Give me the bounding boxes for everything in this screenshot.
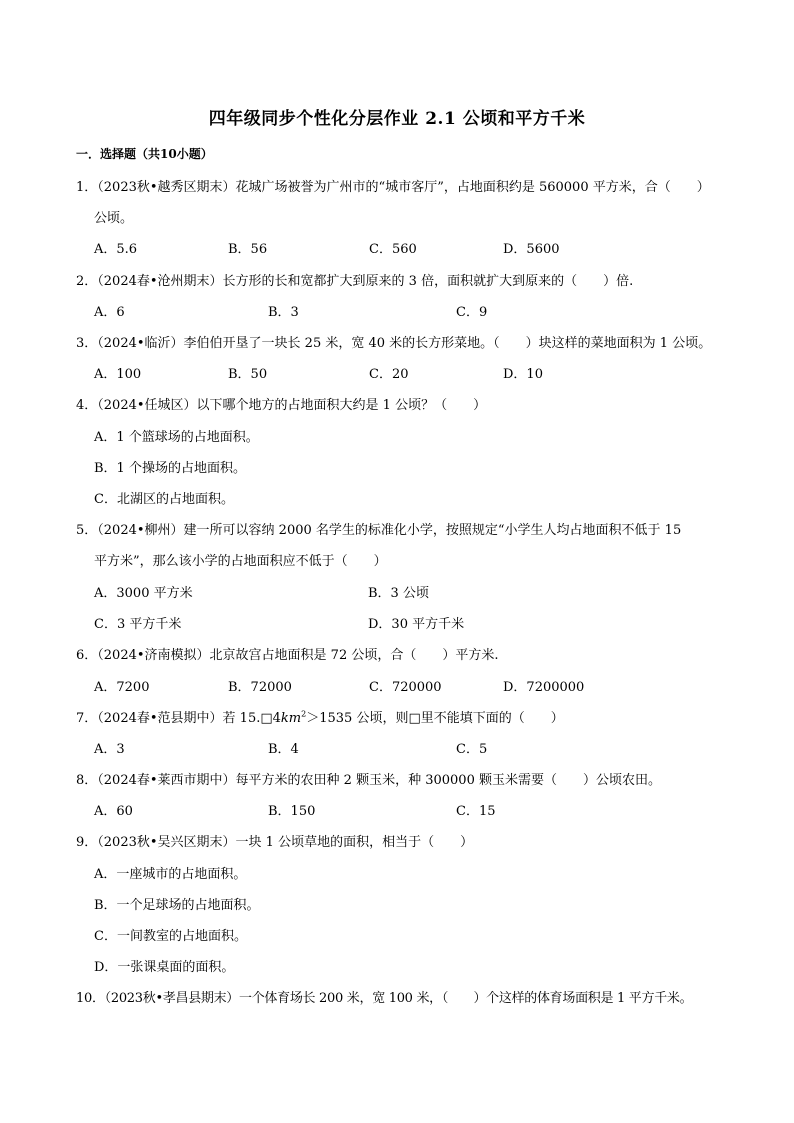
- question-5: [76, 519, 681, 538]
- question-5-continued: 平方米”，那么该小学的占地面积应不低于（ ）: [94, 554, 387, 569]
- question-number: 1．: [76, 180, 98, 195]
- question-2: [76, 270, 633, 289]
- option-b: B．3: [268, 305, 299, 320]
- question-source: （2024春•范县期中）: [97, 711, 223, 726]
- question-8: [76, 769, 661, 788]
- option-c: C．560: [369, 242, 417, 257]
- question-number: 8．: [76, 773, 98, 788]
- option-a: A．5.6: [94, 242, 138, 257]
- option-a: A．3: [94, 742, 125, 757]
- question-source: （2024•任城区）: [97, 398, 197, 413]
- option-b: B．150: [268, 804, 316, 819]
- option-a: A．6: [94, 305, 125, 320]
- question-text: 一个体育场长 200 米，宽 100 米，（ ）个这样的体育场面积是 1 平方千米。: [239, 991, 693, 1006]
- option-b: B．50: [228, 367, 268, 382]
- option-b: B．1 个操场的占地面积。: [94, 461, 246, 476]
- option-a: A．一座城市的占地面积。: [94, 867, 247, 882]
- question-6: [76, 644, 499, 663]
- option-b: B．4: [268, 742, 299, 757]
- question-number: 3．: [76, 336, 98, 351]
- question-10: [76, 987, 692, 1006]
- option-c: C．720000: [369, 680, 442, 695]
- question-text: 建一所可以容纳 2000 名学生的标准化小学，按照规定“小学生人均占地面积不低于 15: [183, 523, 682, 538]
- option-c: C．15: [456, 804, 496, 819]
- option-c: C．北湖区的占地面积。: [94, 492, 234, 507]
- question-7: [76, 707, 564, 726]
- option-d: D．7200000: [503, 680, 585, 695]
- option-a: A．60: [94, 804, 133, 819]
- question-text: 北京故宫占地面积是 72 公顷，合（ ）平方米.: [209, 648, 499, 663]
- option-d: D．10: [503, 367, 543, 382]
- section-heading: 一．选择题（共10小题）: [76, 147, 213, 161]
- question-text-post: ＞1535 公顷，则□里不能填下面的（ ）: [306, 711, 564, 726]
- question-text: 李伯伯开垦了一块长 25 米，宽 40 米的长方形菜地。（ ）块这样的菜地面积为 1 公顷。: [183, 336, 712, 351]
- option-d: D．30 平方千米: [368, 617, 465, 632]
- question-source: （2024•济南模拟）: [97, 648, 210, 663]
- option-c: C．一间教室的占地面积。: [94, 929, 247, 944]
- question-text: 花城广场被誉为广州市的“城市客厅”，占地面积约是 560000 平方米，合（ ）: [235, 180, 710, 195]
- question-1: [76, 176, 710, 195]
- question-number: 6．: [76, 648, 98, 663]
- option-c: C．3 平方千米: [94, 617, 182, 632]
- question-3: [76, 332, 711, 351]
- option-d: D．一张课桌面的面积。: [94, 960, 235, 975]
- option-a: A．7200: [94, 680, 150, 695]
- question-source: （2024春•莱西市期中）: [97, 773, 236, 788]
- question-4: [76, 394, 486, 413]
- option-a: A．100: [94, 367, 142, 382]
- option-a: A．3000 平方米: [94, 586, 193, 601]
- question-number: 2．: [76, 274, 98, 289]
- option-b: B．56: [228, 242, 268, 257]
- question-number: 7．: [76, 711, 98, 726]
- question-source: （2024•临沂）: [97, 336, 184, 351]
- option-b: B．一个足球场的占地面积。: [94, 898, 260, 913]
- question-text: 每平方米的农田种 2 颗玉米，种 300000 颗玉米需要（ ）公顷农田。: [235, 773, 661, 788]
- question-text: 长方形的长和宽都扩大到原来的 3 倍，面积就扩大到原来的（ ）倍.: [222, 274, 634, 289]
- option-a: A．1 个篮球场的占地面积。: [94, 430, 259, 445]
- option-c: C．9: [456, 305, 488, 320]
- question-number: 9．: [76, 835, 98, 850]
- question-source: （2023秋•越秀区期末）: [97, 180, 236, 195]
- question-source: （2024•柳州）: [97, 523, 184, 538]
- option-b: B．72000: [228, 680, 292, 695]
- question-source: （2024春•沧州期末）: [97, 274, 223, 289]
- option-c: C．5: [456, 742, 488, 757]
- unit-exponent: 2: [301, 709, 307, 719]
- question-source: （2023秋•吴兴区期末）: [97, 835, 236, 850]
- question-text-pre: 若 15.□4: [222, 711, 281, 726]
- question-number: 10．: [76, 991, 105, 1006]
- question-text: 以下哪个地方的占地面积大约是 1 公顷？（ ）: [196, 398, 487, 413]
- option-c: C．20: [369, 367, 409, 382]
- option-d: D．5600: [503, 242, 560, 257]
- question-text: 一块 1 公顷草地的面积，相当于（ ）: [235, 835, 474, 850]
- question-number: 5．: [76, 523, 98, 538]
- unit-km: km: [280, 711, 302, 726]
- question-9: [76, 831, 473, 850]
- option-b: B．3 公顷: [368, 586, 429, 601]
- question-1-continued: 公顷。: [94, 211, 134, 226]
- question-source: （2023秋•孝昌县期末）: [104, 991, 240, 1006]
- page-title: 四年级同步个性化分层作业 2.1 公顷和平方千米: [208, 109, 586, 129]
- question-number: 4．: [76, 398, 98, 413]
